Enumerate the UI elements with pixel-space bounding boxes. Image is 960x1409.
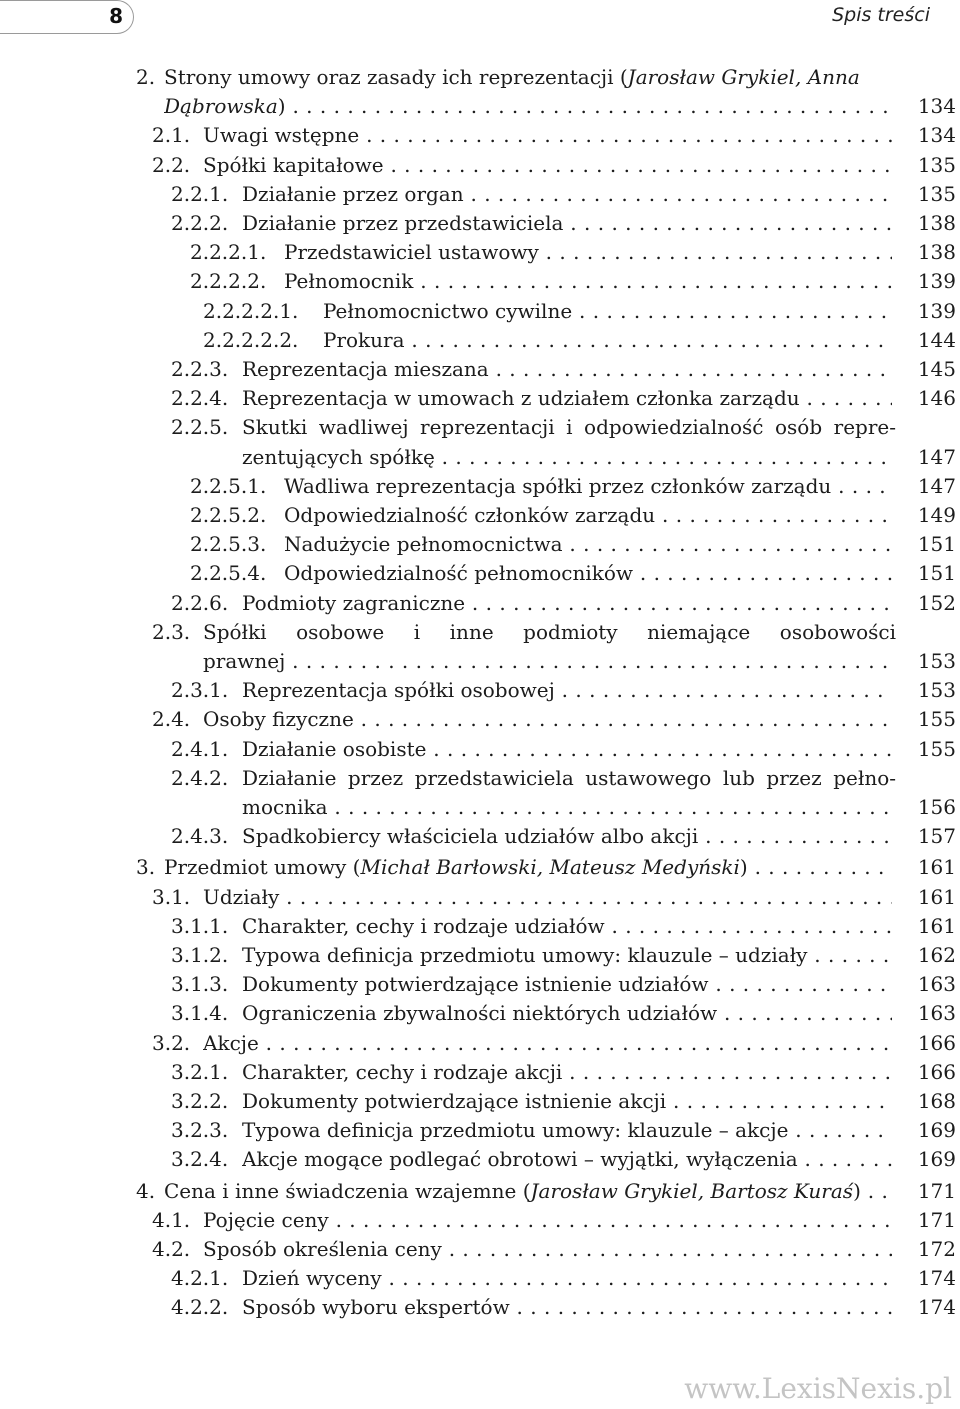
toc-entry-page: 163	[917, 1001, 956, 1025]
toc-entry-title-text: Sposób określenia ceny	[203, 1237, 442, 1261]
toc-entry-number: 3.2.4.	[171, 1147, 229, 1171]
toc-entry-title-text: Sposób wyboru ekspertów	[242, 1295, 510, 1319]
toc-entry	[0, 1145, 960, 1174]
toc-entry	[0, 297, 960, 326]
toc-entry	[0, 501, 960, 530]
toc-entry	[0, 209, 960, 238]
toc-entry-page: 147	[917, 474, 956, 498]
toc-entry-page: 171	[917, 1179, 956, 1203]
toc-entry-page: 166	[917, 1060, 956, 1084]
toc-entry-number: 2.2.1.	[171, 182, 229, 206]
toc-entry	[0, 735, 960, 764]
toc-entry	[0, 793, 960, 822]
toc-entry-title-text: prawnej	[203, 649, 286, 673]
toc-entry-title-text: Działanie przez przedstawiciela	[242, 211, 564, 235]
toc-entry-title-text: Dokumenty potwierdzające istnienie udziałów	[242, 972, 709, 996]
toc-entry-title	[242, 443, 892, 472]
toc-entry-title-text: Akcje	[203, 1031, 259, 1055]
toc-entry	[0, 326, 960, 355]
toc-entry-title-text: Typowa definicja przedmiotu umowy: klauzule – akcje	[242, 1118, 789, 1142]
toc-entry-number: 4.2.1.	[171, 1266, 229, 1290]
toc-entry-page: 134	[917, 123, 956, 147]
toc-entry-title	[242, 355, 892, 384]
toc-entry-page: 172	[917, 1237, 956, 1261]
toc-entry-title	[242, 941, 892, 970]
toc-entry-page: 174	[917, 1266, 956, 1290]
toc-entry-page: 156	[917, 795, 956, 819]
toc-entry-title	[242, 822, 892, 851]
toc-entry-number: 3.1.	[152, 885, 191, 909]
toc-entry-number: 2.2.2.2.	[190, 269, 267, 293]
toc-entry-number: 2.2.5.1.	[190, 474, 267, 498]
toc-entry-page: 149	[917, 503, 956, 527]
toc-entry-title-text: Pełnomocnik	[284, 269, 414, 293]
toc-entry-number: 3.2.	[152, 1031, 191, 1055]
toc-entry	[0, 1116, 960, 1145]
toc-entry-page: 153	[917, 649, 956, 673]
toc-entry-number: 2.4.2.	[171, 766, 229, 790]
toc-entry-number: 4.1.	[152, 1208, 191, 1232]
toc-entry	[0, 1235, 960, 1264]
toc-entry-title	[203, 1029, 892, 1058]
toc-entry-page: 139	[917, 269, 956, 293]
toc-entry-authors: Jarosław Grykiel, Bartosz Kuraś	[530, 1179, 854, 1203]
toc-entry-number: 2.2.5.4.	[190, 561, 267, 585]
toc-entry-title	[242, 793, 892, 822]
toc-entry-page: 139	[917, 299, 956, 323]
toc-entry-title-text: Osoby fizyczne	[203, 707, 354, 731]
toc-entry-title-text: mocnika	[242, 795, 328, 819]
toc-entry-number: 2.2.5.	[171, 415, 229, 439]
toc-entry	[0, 267, 960, 296]
toc-entry-title-text: Strony umowy oraz zasady ich reprezentacji (	[164, 65, 628, 89]
toc-entry-title	[164, 63, 896, 92]
toc-entry-title-suffix: )	[853, 1179, 861, 1203]
toc-entry-title	[203, 883, 892, 912]
toc-entry-page: 166	[917, 1031, 956, 1055]
toc-entry	[0, 355, 960, 384]
toc-entry-number: 2.2.2.1.	[190, 240, 267, 264]
toc-entry-title-text: Spółki kapitałowe	[203, 153, 384, 177]
toc-entry-number: 2.2.5.3.	[190, 532, 267, 556]
toc-entry-title	[203, 647, 892, 676]
toc-entry	[0, 705, 960, 734]
toc-entry	[0, 999, 960, 1028]
toc-entry-title-text: Spadkobiercy właściciela udziałów albo akcji	[242, 824, 699, 848]
toc-entry-title-text: Udziały	[203, 885, 280, 909]
toc-entry-title	[203, 121, 892, 150]
toc-entry-page: 145	[917, 357, 956, 381]
toc-entry	[0, 238, 960, 267]
toc-entry-title	[203, 618, 896, 647]
toc-entry-number: 3.1.4.	[171, 1001, 229, 1025]
toc-entry-title-text: zentujących spółkę	[242, 445, 435, 469]
toc-entry	[0, 559, 960, 588]
toc-entry-page: 157	[917, 824, 956, 848]
toc-entry-title-text: Charakter, cechy i rodzaje udziałów	[242, 914, 605, 938]
toc-entry-title-text: Reprezentacja spółki osobowej	[242, 678, 555, 702]
toc-entry-page: 169	[917, 1147, 956, 1171]
toc-entry-number: 3.2.3.	[171, 1118, 229, 1142]
toc-entry-number: 2.4.1.	[171, 737, 229, 761]
toc-entry	[0, 853, 960, 882]
toc-entry-authors: Jarosław Grykiel, Anna	[627, 65, 860, 89]
toc-entry-page: 171	[917, 1208, 956, 1232]
toc-entry	[0, 384, 960, 413]
toc-entry-title-text: Dokumenty potwierdzające istnienie akcji	[242, 1089, 667, 1113]
toc-entry-title-text: Dzień wyceny	[242, 1266, 382, 1290]
running-head: Spis treści	[832, 4, 930, 26]
toc-entry-number: 4.2.2.	[171, 1295, 229, 1319]
toc-entry-title-text: Charakter, cechy i rodzaje akcji	[242, 1060, 563, 1084]
toc-entry-number: 2.2.2.2.1.	[203, 299, 299, 323]
page-header	[0, 0, 960, 40]
toc-entry-number: 3.1.1.	[171, 914, 229, 938]
toc-entry-title	[284, 559, 892, 588]
toc-entry-page: 155	[917, 737, 956, 761]
toc-entry-title-text: Pełnomocnictwo cywilne	[323, 299, 573, 323]
toc-entry-title	[203, 1206, 892, 1235]
toc-entry-title-text: Przedstawiciel ustawowy	[284, 240, 539, 264]
toc-entry-page: 161	[917, 885, 956, 909]
toc-entry	[0, 618, 960, 647]
toc-entry-title-text: Skutki wadliwej reprezentacji i odpowiedzialność osób repre-	[242, 415, 896, 439]
toc-entry-title	[323, 297, 892, 326]
toc-entry	[0, 589, 960, 618]
toc-entry-number: 4.	[136, 1179, 156, 1203]
toc-entry	[0, 883, 960, 912]
toc-entry-title	[242, 676, 892, 705]
toc-entry-page: 163	[917, 972, 956, 996]
toc-entry-page: 144	[917, 328, 956, 352]
toc-entry-title	[203, 1235, 892, 1264]
toc-entry-page: 162	[917, 943, 956, 967]
toc-entry	[0, 92, 960, 121]
toc-entry-title	[242, 180, 892, 209]
toc-entry-number: 3.2.2.	[171, 1089, 229, 1113]
toc-entry-number: 2.2.3.	[171, 357, 229, 381]
toc-entry-number: 2.2.6.	[171, 591, 229, 615]
toc-entry-title-text: Działanie przez przedstawiciela ustawowego lub przez pełno-	[242, 766, 896, 790]
toc-entry	[0, 970, 960, 999]
toc-entry-title	[284, 238, 892, 267]
toc-entry-page: 135	[917, 153, 956, 177]
toc-entry-title	[242, 735, 892, 764]
toc-entry-number: 2.	[136, 65, 156, 89]
toc-entry-title	[242, 1264, 892, 1293]
toc-entry	[0, 1177, 960, 1206]
toc-entry-page: 153	[917, 678, 956, 702]
toc-entry-page: 155	[917, 707, 956, 731]
toc-entry-page: 147	[917, 445, 956, 469]
toc-entry	[0, 676, 960, 705]
toc-entry-page: 138	[917, 211, 956, 235]
toc-entry	[0, 1206, 960, 1235]
toc-entry-title-text: Wadliwa reprezentacja spółki przez członków zarządu	[284, 474, 832, 498]
toc-entry-page: 168	[917, 1089, 956, 1113]
toc-entry-title-text: Odpowiedzialność członków zarządu	[284, 503, 656, 527]
toc-entry	[0, 413, 960, 442]
toc-entry-number: 2.3.	[152, 620, 191, 644]
toc-entry-title	[242, 999, 892, 1028]
page-number: 8	[109, 4, 123, 28]
toc-entry-title-text: Reprezentacja w umowach z udziałem członka zarządu	[242, 386, 800, 410]
toc-entry-title-text: Reprezentacja mieszana	[242, 357, 489, 381]
toc-entry-number: 2.3.1.	[171, 678, 229, 702]
toc-entry-page: 161	[917, 914, 956, 938]
toc-entry	[0, 912, 960, 941]
toc-entry-page: 138	[917, 240, 956, 264]
toc-entry-title	[242, 1293, 892, 1322]
toc-entry-title	[242, 1145, 892, 1174]
toc-entry-number: 3.2.1.	[171, 1060, 229, 1084]
toc-entry-number: 2.2.	[152, 153, 191, 177]
toc-entry-title	[164, 853, 892, 882]
toc-entry-number: 3.	[136, 855, 156, 879]
toc-entry-title	[242, 1058, 892, 1087]
toc-entry-title	[284, 530, 892, 559]
toc-entry-title-text: Akcje mogące podlegać obrotowi – wyjątki, wyłączenia	[242, 1147, 798, 1171]
toc-entry-number: 2.4.	[152, 707, 191, 731]
toc-entry-title-text: Działanie przez organ	[242, 182, 464, 206]
toc-entry	[0, 530, 960, 559]
toc-entry-page: 134	[917, 94, 956, 118]
toc-entry-title-text: Odpowiedzialność pełnomocników	[284, 561, 634, 585]
toc-entry-number: 3.1.2.	[171, 943, 229, 967]
toc-entry-title-text: Typowa definicja przedmiotu umowy: klauzule – udziały	[242, 943, 808, 967]
toc-entry	[0, 1058, 960, 1087]
toc-entry-title	[284, 267, 892, 296]
toc-entry	[0, 151, 960, 180]
toc-entry-number: 2.2.5.2.	[190, 503, 267, 527]
toc-entry	[0, 764, 960, 793]
toc-entry-title-text: Działanie osobiste	[242, 737, 427, 761]
toc-entry-title-text: Ograniczenia zbywalności niektórych udziałów	[242, 1001, 718, 1025]
toc-entry-page: 135	[917, 182, 956, 206]
toc-entry-title	[164, 92, 892, 121]
toc-entry-title-text: Spółki osobowe i inne podmioty niemające osobowości	[203, 620, 896, 644]
toc-entry-title-text: Uwagi wstępne	[203, 123, 360, 147]
toc-entry-title	[242, 209, 892, 238]
toc-entry-number: 2.1.	[152, 123, 191, 147]
toc-entry	[0, 647, 960, 676]
toc-entry	[0, 472, 960, 501]
toc-entry	[0, 1264, 960, 1293]
toc-entry	[0, 443, 960, 472]
toc-entry-title	[242, 764, 896, 793]
toc-entry	[0, 1293, 960, 1322]
toc-entry-title	[242, 413, 896, 442]
toc-entry-page: 151	[917, 561, 956, 585]
toc-entry-title-suffix: )	[739, 855, 748, 879]
toc-entry	[0, 941, 960, 970]
toc-entry-title	[242, 589, 892, 618]
footer-url: www.LexisNexis.pl	[684, 1372, 952, 1405]
toc-entry-page: 151	[917, 532, 956, 556]
toc-entry	[0, 121, 960, 150]
toc-entry-title-text: Przedmiot umowy (	[164, 855, 361, 879]
toc-entry-title	[203, 151, 892, 180]
toc-entry-title	[284, 501, 892, 530]
toc-entry-title-suffix: )	[277, 94, 286, 118]
toc-entry-page: 169	[917, 1118, 956, 1142]
toc-entry-title	[242, 970, 892, 999]
toc-entry-title	[164, 1177, 892, 1206]
toc-entry-authors: Michał Barłowski, Mateusz Medyński	[360, 855, 740, 879]
toc-entry	[0, 180, 960, 209]
page-number-badge	[0, 0, 134, 34]
toc-entry-title-text: Podmioty zagraniczne	[242, 591, 466, 615]
toc-entry-page: 152	[917, 591, 956, 615]
toc-entry-number: 2.4.3.	[171, 824, 229, 848]
toc-entry-title	[242, 1116, 892, 1145]
toc-entry-title-text: Prokura	[323, 328, 405, 352]
toc-entry-number: 2.2.2.2.2.	[203, 328, 299, 352]
toc-entry-title	[284, 472, 892, 501]
toc-entry-number: 2.2.2.	[171, 211, 229, 235]
toc-entry-page: 146	[917, 386, 956, 410]
toc-entry	[0, 822, 960, 851]
toc-entry-title-text: Cena i inne świadczenia wzajemne (	[164, 1179, 531, 1203]
toc-entry-page: 161	[917, 855, 956, 879]
toc-entry-number: 3.1.3.	[171, 972, 229, 996]
toc-entry-title	[242, 912, 892, 941]
toc-entry-title	[323, 326, 892, 355]
toc-entry-title-text: Nadużycie pełnomocnictwa	[284, 532, 563, 556]
toc-entry-title	[242, 384, 892, 413]
toc-entry	[0, 1029, 960, 1058]
toc-entry-title	[203, 705, 892, 734]
toc-entry-title	[242, 1087, 892, 1116]
toc-entry-number: 4.2.	[152, 1237, 191, 1261]
toc-entry-number: 2.2.4.	[171, 386, 229, 410]
toc-entry-title-text: Pojęcie ceny	[203, 1208, 329, 1232]
toc-entry-authors: Dąbrowska	[164, 94, 278, 118]
toc-entry	[0, 63, 960, 92]
toc-entry	[0, 1087, 960, 1116]
toc-entry-page: 174	[917, 1295, 956, 1319]
